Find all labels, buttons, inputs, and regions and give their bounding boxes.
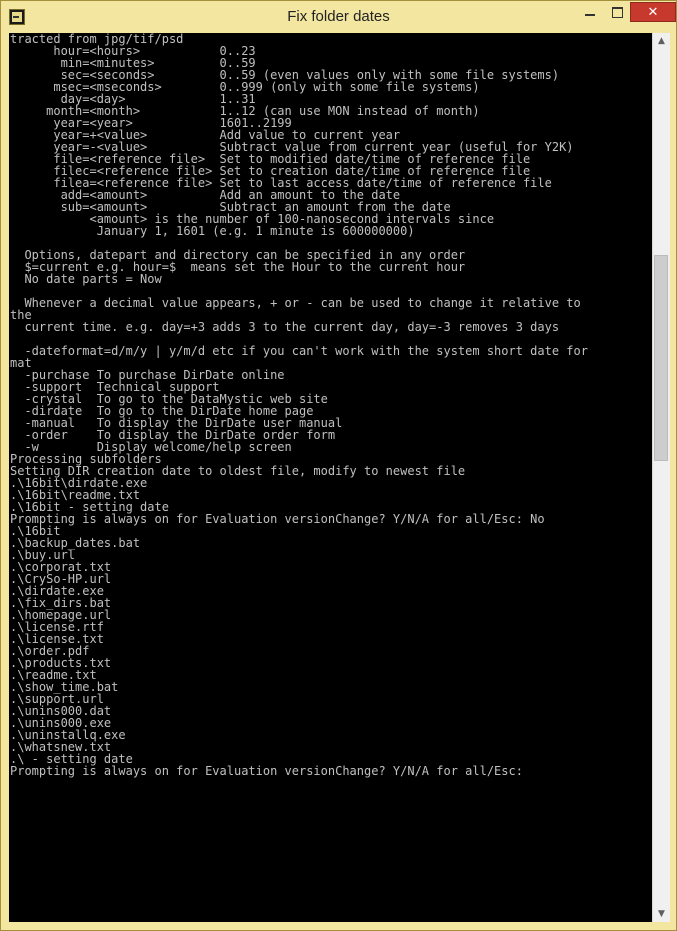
console-line: No date parts = Now [10,272,162,286]
console-line: -dirdate To go to the DirDate home page [10,404,314,418]
console-line: .\16bit\dirdate.exe [10,476,148,490]
console-line: .\license.txt [10,632,104,646]
console-line: the [10,308,32,322]
console-line: mat [10,356,32,370]
console-line: .\show_time.bat [10,680,119,694]
console-line: -crystal To go to the DataMystic web site [10,392,328,406]
console-line: Setting DIR creation date to oldest file, modify to newest file [10,464,466,478]
maximize-button[interactable] [604,2,630,22]
window-title: Fix folder dates [287,8,390,25]
console-line: -manual To display the DirDate user manual [10,416,343,430]
console-line: year=-<value> Subtract value from current year (useful for Y2K) [10,140,574,154]
console-line: hour=<hours> 0..23 [10,44,256,58]
console-line: .\fix_dirs.bat [10,596,112,610]
console-line: .\16bit\readme.txt [10,488,141,502]
console-line: file=<reference file> Set to modified date/time of reference file [10,152,531,166]
console-line: .\support.url [10,692,104,706]
console-line: <amount> is the number of 100-nanosecond intervals since [10,212,495,226]
console-line: day=<day> 1..31 [10,92,256,106]
console-line: add=<amount> Add an amount to the date [10,188,401,202]
console-line: .\homepage.url [10,608,112,622]
console-line: .\unins000.dat [10,704,112,718]
console-line: current time. e.g. day=+3 adds 3 to the current day, day=-3 removes 3 days [10,320,560,334]
console-output[interactable] [9,33,652,923]
title-bar[interactable] [1,1,676,33]
console-line: -dateformat=d/m/y | y/m/d etc if you can't work with the system short date for [10,344,588,358]
console-line: month=<month> 1..12 (can use MON instead of month) [10,104,480,118]
console-line: -support Technical support [10,380,220,394]
console-line: .\corporat.txt [10,560,112,574]
window-bottom-border [1,922,676,930]
console-line: .\unins000.exe [10,716,112,730]
console-line: -purchase To purchase DirDate online [10,368,285,382]
console-line: sub=<amount> Subtract an amount from the date [10,200,451,214]
console-line: sec=<seconds> 0..59 (even values only with some file systems) [10,68,560,82]
console-line: filec=<reference file> Set to creation date/time of reference file [10,164,531,178]
close-button[interactable] [630,2,676,22]
console-line: .\backup_dates.bat [10,536,141,550]
console-line: January 1, 1601 (e.g. 1 minute is 600000000) [10,224,415,238]
console-line: msec=<mseconds> 0..999 (only with some file systems) [10,80,480,94]
minimize-icon [585,14,595,16]
console-line: .\order.pdf [10,644,90,658]
scroll-up-arrow-icon[interactable]: ▲ [658,36,665,46]
console-line: year=<year> 1601..2199 [10,116,292,130]
console-line: tracted from jpg/tif/psd [10,33,184,46]
console-line: .\uninstallq.exe [10,728,126,742]
scroll-down-arrow-icon[interactable]: ▼ [658,909,665,919]
console-line: min=<minutes> 0..59 [10,56,256,70]
console-line: Options, datepart and directory can be specified in any order [10,248,466,262]
vertical-scrollbar[interactable] [652,33,670,923]
console-line: Prompting is always on for Evaluation versionChange? Y/N/A for all/Esc: No [10,512,545,526]
console-line: -order To display the DirDate order form [10,428,336,442]
console-line: .\CrySo-HP.url [10,572,112,586]
console-line: .\dirdate.exe [10,584,104,598]
scrollbar-thumb[interactable] [654,255,668,460]
console-line: .\readme.txt [10,668,97,682]
console-line: .\16bit [10,524,61,538]
console-line: Prompting is always on for Evaluation versionChange? Y/N/A for all/Esc: [10,764,523,778]
console-line: .\16bit - setting date [10,500,169,514]
console-line: .\products.txt [10,656,112,670]
console-text [10,33,650,777]
console-line: .\buy.url [10,548,76,562]
console-line: $=current e.g. hour=$ means set the Hour to the current hour [10,260,466,274]
console-line: year=+<value> Add value to current year [10,128,401,142]
minimize-button[interactable] [577,2,604,22]
close-icon: ✕ [647,5,659,20]
console-line: .\license.rtf [10,620,104,634]
console-line: filea=<reference file> Set to last access date/time of reference file [10,176,552,190]
console-line: -w Display welcome/help screen [10,440,292,454]
console-line: .\ - setting date [10,752,133,766]
console-line: Processing subfolders [10,452,162,466]
maximize-icon [612,7,623,18]
console-line: Whenever a decimal value appears, + or - can be used to change it relative to [10,296,581,310]
console-line: .\whatsnew.txt [10,740,112,754]
